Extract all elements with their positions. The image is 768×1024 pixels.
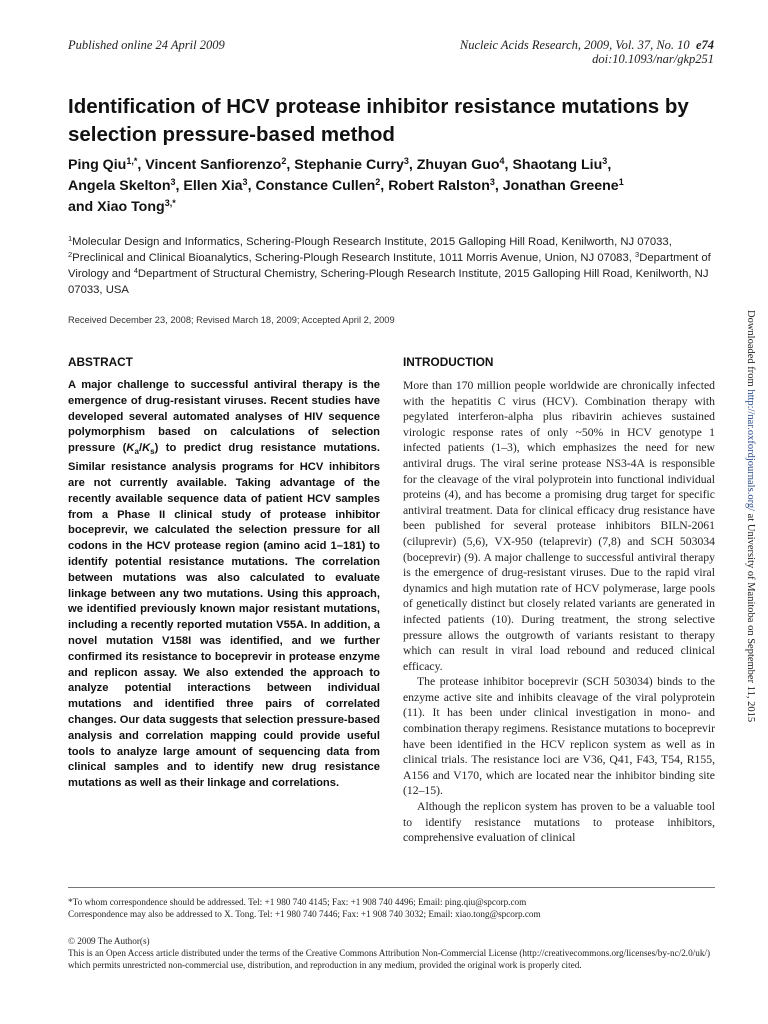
intro-paragraph-1: More than 170 million people worldwide are chronically infected with the hepatitis C virus (HCV). Combination therapy with pegylated interferon-alpha plus ribavirin achieves sustained virologic response rates of only ~50% in HCV genotype 1 infected patients (1–3), which emphasizes the need for new antiviral drugs. The viral serine protease NS3-4A is responsible for the cleavage of the viral polyprotein into functional individual proteins (4), and has become a promising drug target for specific antiviral treatment. Data for clinical efficacy drug resistance have been published for several protease inhibitors BILN-2061 (ciluprevir) (5,6), VX-950 (telaprevir) (7,8) and SCH 503034 (boceprevir) (9). A major challenge to successful antiviral therapy is the emergence of drug-resistant viruses. Due to the rapid viral dynamics and high mutation rate of HCV polymerase, large pools of genetically distinct but closely related variants are generated in infected patients (10). During treatment, the strong selective pressure allows the outgrowth of variants resistant to therapy which can result in viral load rebound and reduced clinical efficacy. — [403, 379, 715, 673]
license-text: This is an Open Access article distributed under the terms of the Creative Commons Attribution Non-Commercial License (http://creativecommons.org/licenses/by-nc/2.0/uk/) which permits unrestricted non-commercial use, distribution, and reproduction in any medium, provided the original work is properly cited. — [68, 948, 711, 970]
author: Constance Cullen$^2$, — [255, 177, 389, 194]
author: Jonathan Greene$^1$ — [502, 177, 624, 194]
intro-paragraph-3: Although the replicon system has proven to be a valuable tool to identify resistance mutations to protease inhibitors, comprehensive evaluation of clinical — [403, 800, 715, 845]
author: Zhuyan Guo$^4$, — [416, 156, 513, 173]
author: Angela Skelton$^3$, — [68, 177, 184, 194]
license-footnote — [68, 935, 718, 971]
author: Vincent Sanfiorenzo$^2$, — [145, 156, 295, 173]
author: Shaotang Liu$^3$, — [512, 156, 612, 173]
author-list — [68, 155, 718, 218]
download-note: Downloaded from http://nar.oxfordjournals.org/ at University of Manitoba on September 11, 2015 — [745, 310, 756, 723]
introduction-text — [403, 378, 715, 846]
article-title: Identification of HCV protease inhibitor resistance mutations by selection pressure-based method — [68, 95, 689, 146]
doi: doi:10.1093/nar/gkp251 — [592, 52, 714, 66]
article-id: e74 — [695, 38, 714, 52]
author: and Xiao Tong$^{3,*}$ — [68, 198, 176, 215]
abstract-text: A major challenge to successful antiviral therapy is the emergence of drug-resistant viruses. Recent studies have developed several automated analyses of HIV sequence polymorphism based on calculations of selection pressure $(K_a/K_s)$ to predict drug resistance mutations. Similar resistance analysis programs for HCV inhibitors are not currently available. Taking advantage of the recently available sequence data of patient HCV samples from a Phase II clinical study of protease inhibitor boceprevir, we calculated the selection pressure for all codons in the HCV protease region (amino acid 1–181) to identify potential resistance mutations. The correlation between mutations was also calculated to evaluate linkage between any two mutations. Using this approach, we identified previously known major resistant mutations, including a recently reported mutation V55A. In addition, a novel mutation V158I was identified, and we further confirmed its resistance to boceprevir in protease enzyme and replicon assay. We also extended the approach to analyze potential interactions between individual mutations and identified three pairs of correlated changes. Our data suggests that selection pressure-based analysis and correlation mapping could provide useful tools to analyze large amount of sequencing data from clinical samples and to identify new drug resistance mutations as well as their linkage and correlations. — [68, 379, 380, 790]
author: Ping Qiu$^{1,*}$, — [68, 156, 146, 173]
journal-citation: Nucleic Acids Research, 2009, Vol. 37, No. 10 — [459, 38, 690, 52]
intro-paragraph-2: The protease inhibitor boceprevir (SCH 503034) binds to the enzyme active site and inhibits cleavage of the viral polyprotein (11). It has been under clinical investigation in mono- and combination therapy regimens. Resistance mutations to boceprevir have been identified in the HCV replicon system as well as in clinical trials. The resistance loci are V36, Q41, F43, T54, R155, A156 and V170, which are located near the inhibitor binding site (12–15). — [403, 675, 715, 798]
affiliations: $^1$Molecular Design and Informatics, Schering-Plough Research Institute, 2015 Galloping Hill Road, Kenilworth, NJ 07033, $^2$Preclinical and Clinical Bioanalytics, Schering-Plough Research Institute, 1011 Morris Avenue, Union, NJ 07083, $^3$Department of Virology and $^4$Department of Structural Chemistry, Schering-Plough Research Institute, 2015 Galloping Hill Road, Kenilworth, NJ 07033, USA — [68, 234, 711, 296]
author: Ellen Xia$^3$, — [183, 177, 256, 194]
received-dates: Received December 23, 2008; Revised March 18, 2009; Accepted April 2, 2009 — [68, 315, 395, 325]
footnote-divider — [68, 887, 715, 888]
copyright: © 2009 The Author(s) — [68, 936, 150, 946]
correspondence-footnote: *To whom correspondence should be addressed. Tel: +1 980 740 4145; Fax: +1 908 740 4496; Email: ping.qiu@spcorp.com Correspondence may also be addressed to X. Tong. Tel: +1 980 740 7446; Fax: +1 908 740 3032; Email: xiao.tong@spcorp.com — [68, 897, 541, 919]
download-link[interactable]: http://nar.oxfordjournals.org/ — [745, 389, 756, 512]
author: Stephanie Curry$^3$, — [294, 156, 417, 173]
running-header-journal — [460, 38, 714, 66]
running-header-date: Published online 24 April 2009 — [68, 38, 225, 52]
introduction-heading: INTRODUCTION — [403, 355, 494, 369]
abstract-heading: ABSTRACT — [68, 355, 133, 369]
author: Robert Ralston$^3$, — [388, 177, 503, 194]
